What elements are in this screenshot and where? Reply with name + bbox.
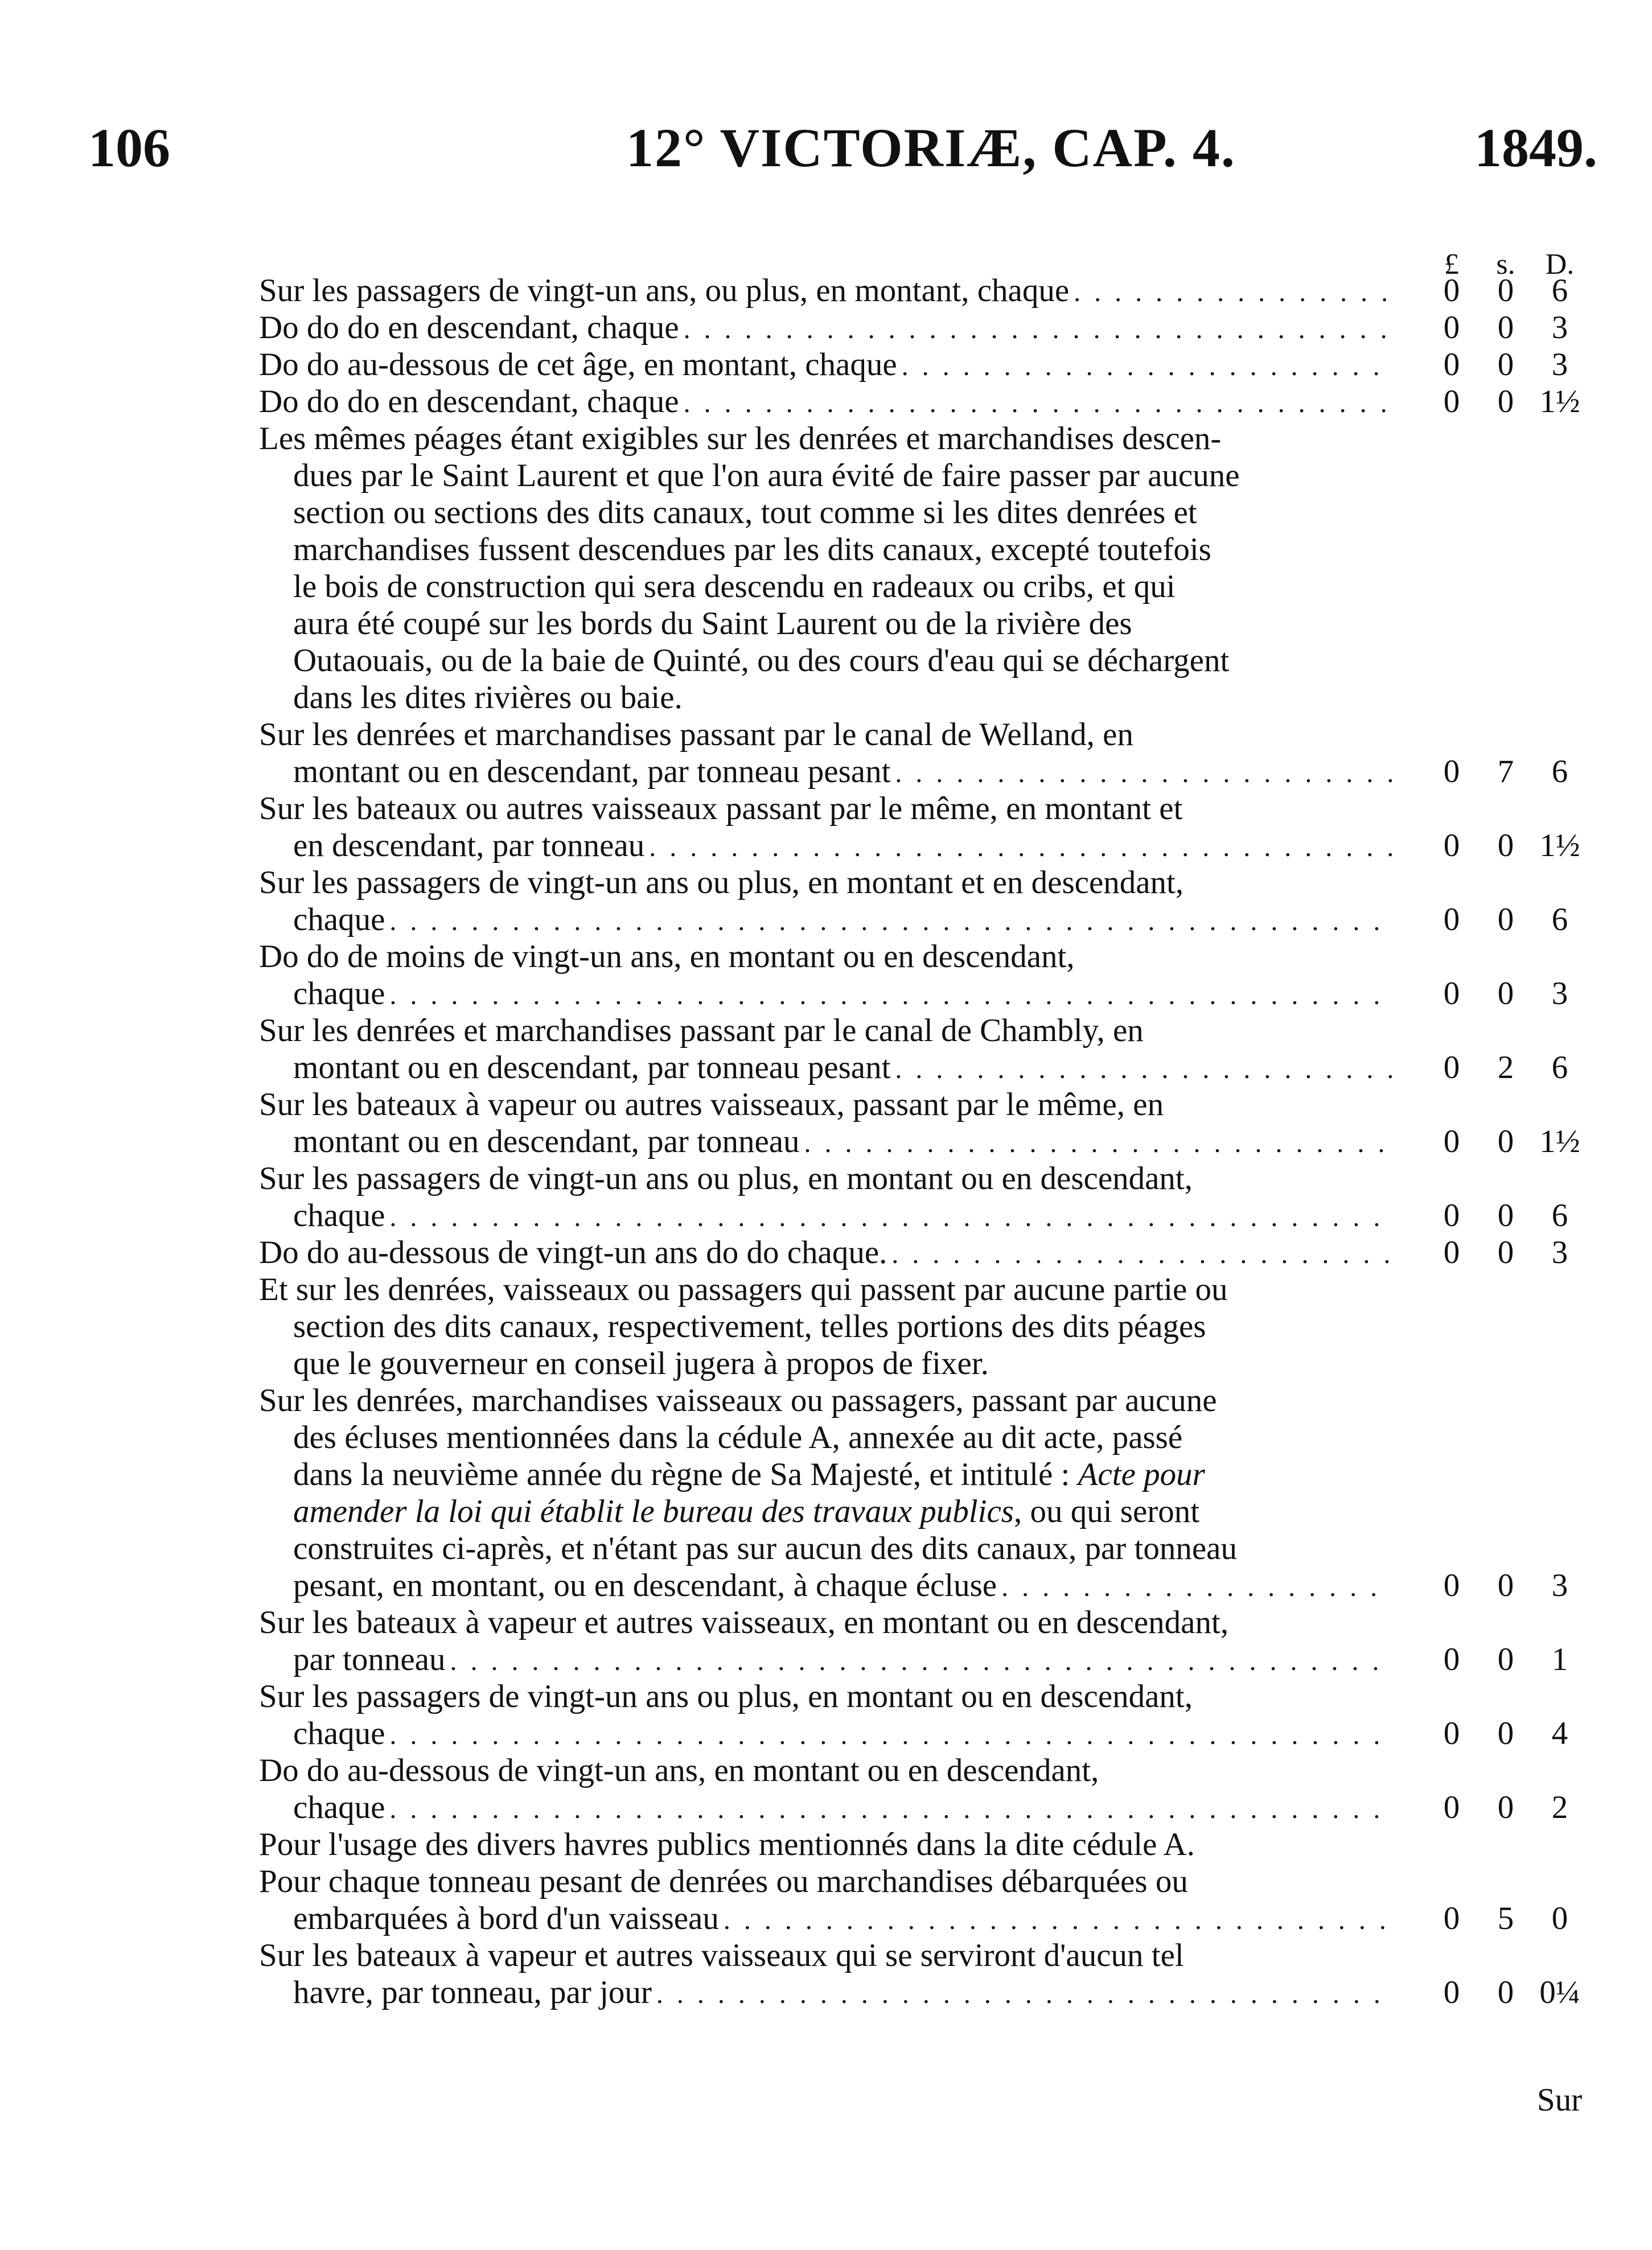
entry-text: chaque xyxy=(293,1790,385,1825)
entry-text: Do do do en descendant, chaque xyxy=(259,310,679,345)
entry-line xyxy=(259,1826,1625,1863)
shillings-value: 2 xyxy=(1497,1050,1514,1085)
entry-text: dans la neuvième année du règne de Sa Majesté, et intitulé : Acte pour xyxy=(293,1457,1205,1492)
pence-value: 1 xyxy=(1551,1642,1568,1677)
pounds-value: 0 xyxy=(1443,1124,1460,1159)
shillings-value: 0 xyxy=(1497,347,1514,382)
toll-amount xyxy=(1423,1715,1611,1752)
pounds-value: 0 xyxy=(1443,1716,1460,1751)
page-header xyxy=(0,108,1652,188)
entry-continuation-line xyxy=(259,1715,1625,1752)
pounds-value: 0 xyxy=(1443,273,1460,308)
entry-continuation-line xyxy=(259,642,1625,679)
entry-text: en descendant, par tonneau xyxy=(293,828,645,863)
toll-amount xyxy=(1423,753,1611,790)
entry-text: chaque xyxy=(293,1198,385,1233)
entry-text: Pour chaque tonneau pesant de denrées ou marchandises débarquées ou xyxy=(259,1864,1188,1899)
entry-continuation-line xyxy=(259,1419,1625,1456)
pence-value: 3 xyxy=(1551,310,1568,345)
entry-text: montant ou en descendant, par tonneau pesant xyxy=(293,754,891,789)
entry-continuation-line xyxy=(259,1308,1625,1345)
entry-text: Et sur les denrées, vaisseaux ou passagers qui passent par aucune partie ou xyxy=(259,1272,1228,1307)
entry-line xyxy=(259,420,1625,457)
shillings-value: 5 xyxy=(1497,1901,1514,1936)
shillings-heading: s. xyxy=(1496,248,1515,281)
entry-line xyxy=(259,1271,1625,1308)
shillings-value: 0 xyxy=(1497,310,1514,345)
dot-leader xyxy=(684,385,1392,422)
dot-leader xyxy=(804,1125,1392,1162)
pence-value: 2 xyxy=(1551,1790,1568,1825)
entry-text: Sur les bateaux ou autres vaisseaux passant par le même, en montant et xyxy=(259,791,1183,826)
entry-continuation-line xyxy=(259,1974,1625,2011)
entry-line xyxy=(259,346,1625,383)
dot-leader xyxy=(389,903,1392,940)
entry-line xyxy=(259,383,1625,420)
dot-leader xyxy=(1001,1569,1392,1606)
entry-text: chaque xyxy=(293,902,385,937)
entry-continuation-line xyxy=(259,1789,1625,1826)
toll-amount xyxy=(1423,1567,1611,1604)
toll-amount xyxy=(1423,1974,1611,2011)
entry-continuation-line xyxy=(259,1345,1625,1382)
entry-continuation-line xyxy=(259,494,1625,531)
toll-amount xyxy=(1423,1789,1611,1826)
entry-line xyxy=(259,938,1625,975)
pounds-value: 0 xyxy=(1443,347,1460,382)
pence-value: 6 xyxy=(1551,902,1568,937)
toll-amount xyxy=(1423,1123,1611,1160)
entry-continuation-line xyxy=(259,1197,1625,1234)
dot-leader xyxy=(389,1791,1392,1828)
shillings-value: 0 xyxy=(1497,1235,1514,1270)
entry-text: Sur les denrées et marchandises passant par le canal de Chambly, en xyxy=(259,1013,1144,1048)
pounds-value: 0 xyxy=(1443,1198,1460,1233)
entry-line xyxy=(259,1382,1625,1419)
dot-leader xyxy=(450,1643,1392,1680)
toll-schedule xyxy=(259,272,1625,2011)
entry-line xyxy=(259,1752,1625,1789)
entry-text: construites ci-après, et n'étant pas sur aucun des dits canaux, par tonneau xyxy=(293,1531,1237,1566)
entry-text: Do do de moins de vingt-un ans, en montant ou en descendant, xyxy=(259,939,1075,974)
entry-continuation-line xyxy=(259,1456,1625,1493)
pence-value: 6 xyxy=(1551,1198,1568,1233)
toll-amount xyxy=(1423,1197,1611,1234)
toll-amount xyxy=(1423,901,1611,938)
entry-text: Do do au-dessous de vingt-un ans do do chaque. xyxy=(259,1235,887,1270)
shillings-value: 0 xyxy=(1497,1790,1514,1825)
pounds-value: 0 xyxy=(1443,384,1460,419)
pence-value: 6 xyxy=(1551,273,1568,308)
dot-leader xyxy=(656,1976,1392,2013)
entry-text: embarquées à bord d'un vaisseau xyxy=(293,1901,719,1936)
running-title: 12° VICTORIÆ, CAP. 4. xyxy=(626,117,1236,178)
entry-text: Sur les denrées et marchandises passant par le canal de Welland, en xyxy=(259,717,1133,752)
dot-leader xyxy=(389,977,1392,1014)
pence-value: 0 xyxy=(1551,1901,1568,1936)
entry-text: Do do au-dessous de cet âge, en montant, chaque xyxy=(259,347,897,382)
entry-line xyxy=(259,309,1625,346)
shillings-value: 0 xyxy=(1497,1124,1514,1159)
pence-value: 3 xyxy=(1551,1235,1568,1270)
dot-leader xyxy=(724,1902,1392,1939)
toll-amount xyxy=(1423,383,1611,420)
entry-continuation-line xyxy=(259,1900,1625,1937)
entry-continuation-line xyxy=(259,1123,1625,1160)
pence-heading: D. xyxy=(1545,248,1575,281)
entry-text: pesant, en montant, ou en descendant, à chaque écluse xyxy=(293,1568,997,1603)
pounds-value: 0 xyxy=(1443,1901,1460,1936)
entry-text: par tonneau xyxy=(293,1642,446,1677)
entry-text: Sur les passagers de vingt-un ans ou plus, en montant ou en descendant, xyxy=(259,1161,1193,1196)
entry-line xyxy=(259,1604,1625,1641)
shillings-value: 0 xyxy=(1497,384,1514,419)
entry-continuation-line xyxy=(259,605,1625,642)
dot-leader xyxy=(649,829,1392,866)
pence-value: 1½ xyxy=(1539,384,1580,419)
toll-amount xyxy=(1423,975,1611,1012)
entry-text: Sur les bateaux à vapeur et autres vaisseaux qui se serviront d'aucun tel xyxy=(259,1938,1184,1973)
pounds-heading: £ xyxy=(1444,248,1459,281)
entry-line xyxy=(259,1086,1625,1123)
dot-leader xyxy=(684,311,1392,348)
entry-text: Sur les bateaux à vapeur ou autres vaisseaux, passant par le même, en xyxy=(259,1087,1164,1122)
entry-continuation-line xyxy=(259,1567,1625,1604)
entry-continuation-line xyxy=(259,1493,1625,1530)
dot-leader xyxy=(1074,274,1392,311)
entry-continuation-line xyxy=(259,679,1625,716)
dot-leader xyxy=(891,1236,1392,1273)
pounds-value: 0 xyxy=(1443,1975,1460,2010)
entry-text: Sur les passagers de vingt-un ans ou plus, en montant ou en descendant, xyxy=(259,1679,1193,1714)
toll-amount xyxy=(1423,827,1611,864)
dot-leader xyxy=(895,1051,1392,1088)
pounds-value: 0 xyxy=(1443,310,1460,345)
entry-line xyxy=(259,716,1625,753)
pence-value: 6 xyxy=(1551,754,1568,789)
entry-continuation-line xyxy=(259,457,1625,494)
entry-continuation-line xyxy=(259,568,1625,605)
entry-continuation-line xyxy=(259,1641,1625,1678)
entry-line xyxy=(259,790,1625,827)
toll-amount xyxy=(1423,1049,1611,1086)
pounds-value: 0 xyxy=(1443,1050,1460,1085)
entry-continuation-line xyxy=(259,975,1625,1012)
toll-amount xyxy=(1423,1900,1611,1937)
shillings-value: 0 xyxy=(1497,1198,1514,1233)
dot-leader xyxy=(895,755,1392,792)
entry-text: le bois de construction qui sera descendu en radeaux ou cribs, et qui xyxy=(293,569,1176,604)
pounds-value: 0 xyxy=(1443,1235,1460,1270)
toll-amount xyxy=(1423,309,1611,346)
dot-leader xyxy=(389,1717,1392,1754)
toll-amount xyxy=(1423,1234,1611,1271)
header-year: 1849. xyxy=(1474,117,1597,178)
entry-line xyxy=(259,1937,1625,1974)
shillings-value: 0 xyxy=(1497,1642,1514,1677)
entry-text: Les mêmes péages étant exigibles sur les denrées et marchandises descen- xyxy=(259,421,1222,456)
entry-continuation-line xyxy=(259,901,1625,938)
pence-value: 3 xyxy=(1551,976,1568,1011)
entry-line xyxy=(259,272,1625,309)
shillings-value: 0 xyxy=(1497,902,1514,937)
shillings-value: 0 xyxy=(1497,828,1514,863)
entry-text: dues par le Saint Laurent et que l'on aura évité de faire passer par aucune xyxy=(293,458,1240,493)
pounds-value: 0 xyxy=(1443,754,1460,789)
entry-continuation-line xyxy=(259,1530,1625,1567)
entry-text: Do do au-dessous de vingt-un ans, en montant ou en descendant, xyxy=(259,1753,1099,1788)
entry-line xyxy=(259,1160,1625,1197)
entry-text: Sur les denrées, marchandises vaisseaux ou passagers, passant par aucune xyxy=(259,1383,1217,1418)
entry-text: havre, par tonneau, par jour xyxy=(293,1975,652,2010)
entry-continuation-line xyxy=(259,753,1625,790)
entry-continuation-line xyxy=(259,827,1625,864)
shillings-value: 0 xyxy=(1497,976,1514,1011)
entry-continuation-line xyxy=(259,531,1625,568)
entry-text: aura été coupé sur les bords du Saint Laurent ou de la rivière des xyxy=(293,606,1132,641)
pounds-value: 0 xyxy=(1443,828,1460,863)
toll-amount xyxy=(1423,272,1611,309)
entry-text: Sur les passagers de vingt-un ans, ou plus, en montant, chaque xyxy=(259,273,1070,308)
pounds-value: 0 xyxy=(1443,902,1460,937)
entry-text: montant ou en descendant, par tonneau xyxy=(293,1124,800,1159)
pounds-value: 0 xyxy=(1443,1790,1460,1825)
toll-amount xyxy=(1423,346,1611,383)
dot-leader xyxy=(902,348,1392,385)
entry-text: section des dits canaux, respectivement, telles portions des dits péages xyxy=(293,1309,1206,1344)
entry-text: Outaouais, ou de la baie de Quinté, ou des cours d'eau qui se déchargent xyxy=(293,643,1230,678)
entry-text: marchandises fussent descendues par les dits canaux, excepté toutefois xyxy=(293,532,1211,567)
pounds-value: 0 xyxy=(1443,976,1460,1011)
entry-text: Sur les bateaux à vapeur et autres vaisseaux, en montant ou en descendant, xyxy=(259,1605,1229,1640)
pence-value: 3 xyxy=(1551,347,1568,382)
pence-value: 0¼ xyxy=(1539,1975,1580,2010)
shillings-value: 0 xyxy=(1497,1568,1514,1603)
shillings-value: 0 xyxy=(1497,1975,1514,2010)
entry-text: que le gouverneur en conseil jugera à propos de fixer. xyxy=(293,1346,989,1381)
entry-text: dans les dites rivières ou baie. xyxy=(293,680,683,715)
shillings-value: 7 xyxy=(1497,754,1514,789)
pence-value: 3 xyxy=(1551,1568,1568,1603)
entry-line xyxy=(259,864,1625,901)
pounds-value: 0 xyxy=(1443,1568,1460,1603)
entry-text: amender la loi qui établit le bureau des travaux publics, ou qui seront xyxy=(293,1494,1200,1529)
entry-line xyxy=(259,1863,1625,1900)
entry-line xyxy=(259,1012,1625,1049)
shillings-value: 0 xyxy=(1497,273,1514,308)
pence-value: 1½ xyxy=(1539,828,1580,863)
entry-text: chaque xyxy=(293,1716,385,1751)
pence-value: 1½ xyxy=(1539,1124,1580,1159)
shillings-value: 0 xyxy=(1497,1716,1514,1751)
page-number: 106 xyxy=(88,117,170,178)
catchword: Sur xyxy=(1537,2082,1583,2118)
dot-leader xyxy=(389,1199,1392,1236)
entry-text: Do do do en descendant, chaque xyxy=(259,384,679,419)
entry-text: section ou sections des dits canaux, tout comme si les dites denrées et xyxy=(293,495,1197,530)
entry-continuation-line xyxy=(259,1049,1625,1086)
entry-line xyxy=(259,1678,1625,1715)
toll-amount xyxy=(1423,1641,1611,1678)
entry-text: Sur les passagers de vingt-un ans ou plus, en montant et en descendant, xyxy=(259,865,1184,900)
pence-value: 6 xyxy=(1551,1050,1568,1085)
pounds-value: 0 xyxy=(1443,1642,1460,1677)
entry-text: des écluses mentionnées dans la cédule A, annexée au dit acte, passé xyxy=(293,1420,1183,1455)
entry-line xyxy=(259,1234,1625,1271)
pence-value: 4 xyxy=(1551,1716,1568,1751)
entry-text: Pour l'usage des divers havres publics mentionnés dans la dite cédule A. xyxy=(259,1827,1195,1862)
entry-text: montant ou en descendant, par tonneau pesant xyxy=(293,1050,891,1085)
entry-text: chaque xyxy=(293,976,385,1011)
